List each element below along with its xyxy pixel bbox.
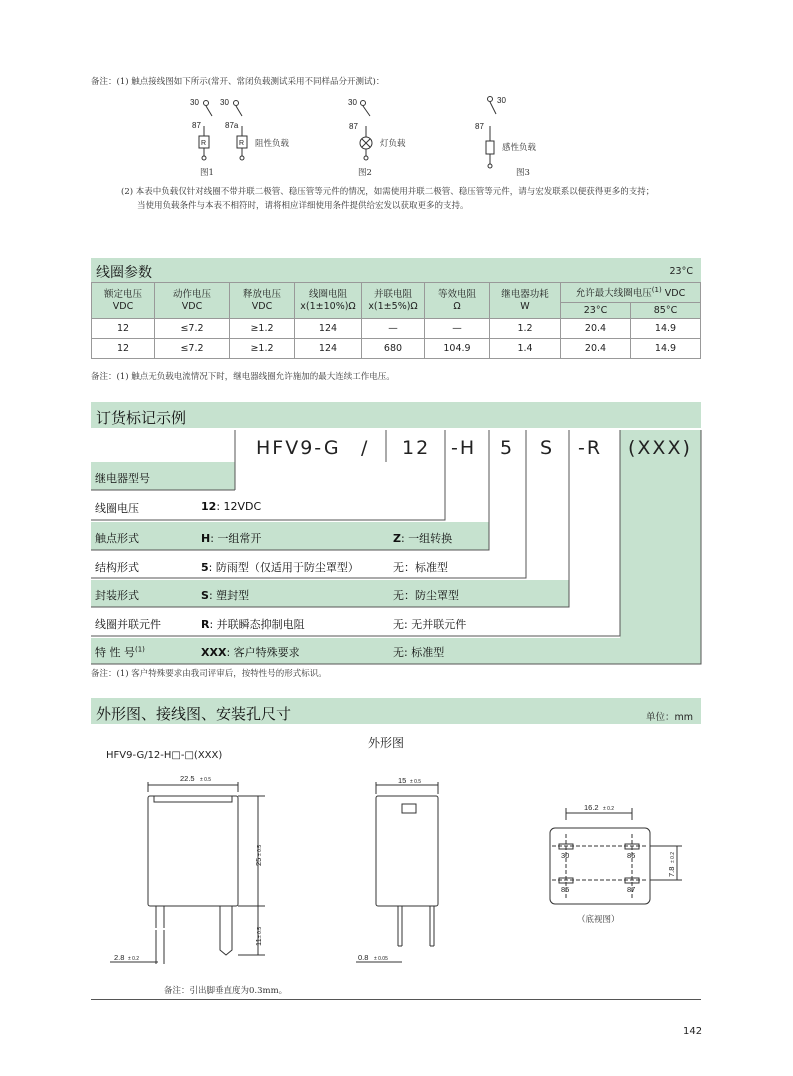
coil-temperature: 23°C	[669, 266, 693, 277]
page-number: 142	[683, 1026, 703, 1037]
dim-pin-length: 11	[254, 938, 263, 946]
dim-bottom-height: 7.8	[667, 866, 676, 877]
dims-note: 备注：引出脚垂直度为0.3mm。	[164, 986, 288, 996]
dim-bottom-height-tol: ± 0.2	[670, 851, 676, 863]
dim-pin-thickness-tol: ± 0.05	[374, 956, 388, 962]
dim-pin-length-tol: ± 0.5	[257, 926, 263, 938]
fig1-terminal-30a: 30	[190, 98, 199, 107]
fig3-terminal-30: 30	[497, 96, 506, 105]
fig1-terminal-30b: 30	[220, 98, 229, 107]
bottom-view-caption: （底视图）	[577, 915, 620, 925]
pin-label-86: 86	[627, 851, 636, 860]
coil-header-max-voltage: 允许最大线圈电压$^{(1)}$ VDC	[561, 283, 701, 303]
fig1-terminal-87: 87	[192, 121, 201, 130]
fig2-load-label: 灯负载	[380, 139, 406, 149]
dim-width: 22.5	[180, 774, 195, 783]
order-label-coil-voltage: 线圈电压	[95, 502, 139, 515]
order-value-contact-h: H: 一组常开	[201, 532, 262, 545]
fig3-caption: 图3	[516, 168, 530, 178]
note-load-line2: 当使用负载条件与本表不相符时，请将相应详细使用条件提供给宏发以获取更多的支持。	[137, 201, 469, 211]
order-value-enclosure-none: 无：防尘罩型	[393, 589, 459, 602]
coil-header-85c: 85°C	[630, 303, 700, 319]
order-code-slash: /	[361, 437, 370, 459]
dim-width-tol: ± 0.5	[200, 777, 212, 783]
fig1-terminal-87a: 87a	[225, 121, 239, 130]
dims-model: HFV9-G/12-H□-□(XXX)	[106, 750, 223, 761]
order-code-structure: 5	[500, 437, 515, 459]
dim-height-tol: ± 0.5	[257, 844, 263, 856]
footer-divider	[91, 999, 701, 1000]
dims-section-header	[91, 698, 701, 724]
ordering-section-title: 订货标记示例	[96, 409, 187, 427]
coil-header-parallel-resistance: 并联电阻 x(1±5%)Ω	[362, 283, 425, 319]
table-row: 12 ≤7.2 ≥1.2 124 — — 1.2 20.4 14.9	[92, 319, 701, 339]
dimension-drawings	[100, 770, 700, 970]
dim-bottom-width-tol: ± 0.2	[603, 806, 615, 812]
order-label-contact: 触点形式	[95, 532, 139, 545]
order-label-enclosure: 封装形式	[95, 589, 139, 602]
coil-note: 备注：(1) 触点无负载电流情况下时，继电器线圈允许施加的最大连续工作电压。	[91, 372, 395, 382]
note-load-line1: (2) 本表中负载仅针对线圈不带并联二极管、稳压管等元件的情况，如需使用并联二极管、稳压管等元件，请与宏发联系以便获得更多的支持；	[121, 187, 655, 197]
coil-header-release-voltage: 释放电压 VDC	[230, 283, 295, 319]
coil-header-coil-resistance: 线圈电阻 x(1±10%)Ω	[295, 283, 362, 319]
dims-unit: 单位：mm	[645, 712, 693, 723]
order-value-contact-z: Z: 一组转换	[393, 532, 453, 545]
order-value-structure-none: 无：标准型	[393, 561, 448, 574]
fig3-terminal-87: 87	[475, 122, 484, 131]
bottom-view	[550, 808, 682, 904]
order-code-parallel: -R	[578, 437, 603, 459]
coil-header-power: 继电器功耗 W	[490, 283, 561, 319]
dim-pin-width-tol: ± 0.2	[128, 956, 140, 962]
coil-header-pickup-voltage: 动作电压 VDC	[155, 283, 230, 319]
dim-pin-thickness: 0.8	[358, 953, 369, 962]
order-code-voltage: 12	[402, 437, 431, 459]
order-value-structure-5: 5: 防雨型（仅适用于防尘罩型）	[201, 561, 359, 574]
fig1-load-label: 阻性负载	[255, 139, 290, 149]
fig1-resistor-label-1: R	[201, 140, 207, 147]
dims-section-title: 外形图、接线图、安装孔尺寸	[96, 705, 292, 723]
order-code-contact: -H	[451, 437, 477, 459]
fig2-terminal-87: 87	[349, 122, 358, 131]
fig1-caption: 图1	[200, 168, 214, 178]
ordering-note: 备注：(1) 客户特殊要求由我司评审后，按特性号的形式标识。	[91, 669, 327, 679]
dim-pin-width: 2.8	[114, 953, 125, 962]
side-view	[356, 782, 438, 962]
note-wiring-intro: 备注：(1) 触点接线图如下所示(常开、常闭负载测试采用不同样品分开测试)：	[91, 77, 385, 87]
dim-depth: 15	[398, 776, 407, 785]
pin-label-30: 30	[561, 851, 570, 860]
order-label-parallel: 线圈并联元件	[95, 618, 161, 631]
table-row: 12 ≤7.2 ≥1.2 124 680 104.9 1.4 20.4 14.9	[92, 339, 701, 359]
coil-header-23c: 23°C	[561, 303, 631, 319]
coil-header-rated-voltage: 额定电压 VDC	[92, 283, 155, 319]
order-label-type: 继电器型号	[95, 472, 150, 485]
order-code-special: (XXX)	[628, 437, 692, 459]
order-value-enclosure-s: S: 塑封型	[201, 589, 250, 602]
coil-header-equivalent-resistance: 等效电阻 Ω	[425, 283, 490, 319]
coil-section-title: 线圈参数	[96, 265, 152, 281]
pin-label-87: 87	[627, 885, 636, 894]
pin-label-85: 85	[561, 885, 570, 894]
order-code-model: HFV9-G	[256, 437, 341, 459]
order-code-enclosure: S	[540, 437, 555, 459]
dim-depth-tol: ± 0.5	[410, 779, 422, 785]
order-label-structure: 结构形式	[95, 561, 139, 574]
dims-subtitle: 外形图	[368, 736, 405, 750]
fig2-caption: 图2	[358, 168, 372, 178]
order-value-special-none: 无: 标准型	[393, 646, 445, 659]
dim-bottom-width: 16.2	[584, 803, 599, 812]
order-value-coil-voltage: 12: 12VDC	[201, 500, 262, 513]
front-view	[110, 782, 265, 964]
fig2-terminal-30: 30	[348, 98, 357, 107]
order-label-special: 特 性 号$^{(1)}$	[95, 645, 145, 659]
order-value-parallel-r: R: 并联瞬态抑制电阻	[201, 618, 305, 631]
order-value-special-xxx: XXX: 客户特殊要求	[201, 646, 300, 659]
fig3-load-label: 感性负载	[502, 143, 537, 153]
dim-height: 25	[254, 857, 263, 866]
order-value-parallel-none: 无: 无并联元件	[393, 618, 467, 631]
fig1-resistor-label-2: R	[239, 140, 245, 147]
